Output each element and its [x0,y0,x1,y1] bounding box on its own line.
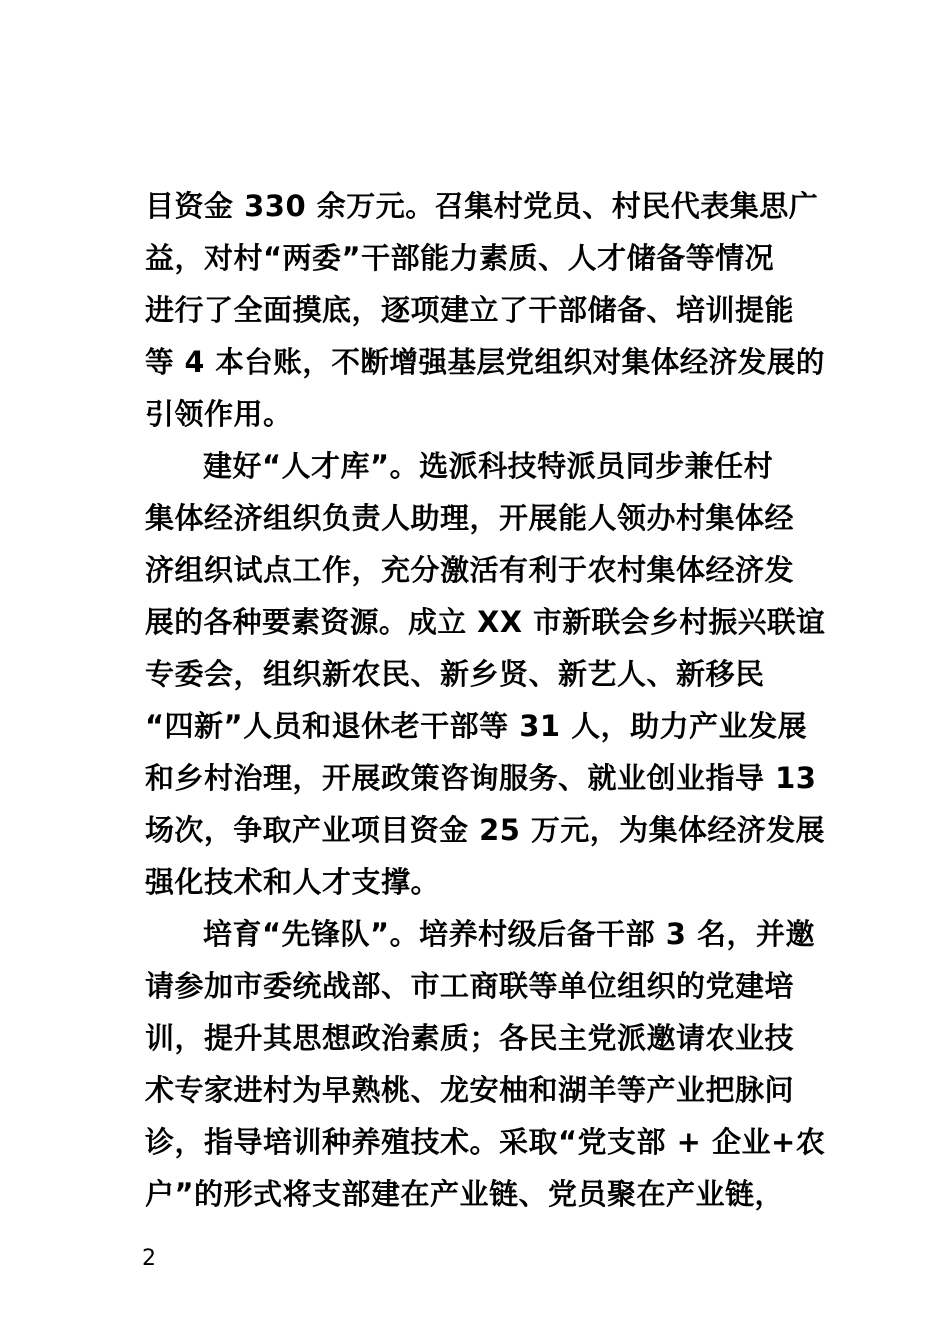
text-line: 等 4 本台账，不断增强基层党组织对集体经济发展的 [145,345,825,379]
text-line: 户”的形式将支部建在产业链、党员聚在产业链， [145,1177,785,1211]
text-line: 济组织试点工作，充分激活有利于农村集体经济发 [145,553,795,587]
text-line: 和乡村治理，开展政策咨询服务、就业创业指导 13 [145,761,817,795]
text-line: 集体经济组织负责人助理，开展能人领办村集体经 [145,501,795,535]
page-number: 2 [142,1246,156,1271]
text-line: 诊，指导培训种养殖技术。采取“党支部 + 企业+农 [145,1125,826,1159]
text-line: 展的各种要素资源。成立 XX 市新联会乡村振兴联谊 [145,605,826,639]
text-line: 目资金 330 余万元。召集村党员、村民代表集思广 [145,189,819,223]
text-line: 强化技术和人才支撑。 [145,865,441,899]
text-line: 场次，争取产业项目资金 25 万元，为集体经济发展 [145,813,826,847]
text-line: 进行了全面摸底，逐项建立了干部储备、培训提能 [145,293,795,327]
text-line: 术专家进村为早熟桃、龙安柚和湖羊等产业把脉问 [145,1073,795,1107]
text-line: 训，提升其思想政治素质；各民主党派邀请农业技 [145,1021,795,1055]
paragraph-heading-vanguard: 培育“先锋队”。培养村级后备干部 3 名，并邀 [203,917,815,951]
text-line: 请参加市委统战部、市工商联等单位组织的党建培 [145,969,795,1003]
text-line: 引领作用。 [145,397,293,431]
text-line: 益，对村“两委”干部能力素质、人才储备等情况 [145,241,775,275]
text-line: “四新”人员和退休老干部等 31 人，助力产业发展 [145,709,808,743]
text-line: 专委会，组织新农民、新乡贤、新艺人、新移民 [145,657,765,691]
paragraph-heading-talent-pool: 建好“人才库”。选派科技特派员同步兼任村 [203,449,774,483]
